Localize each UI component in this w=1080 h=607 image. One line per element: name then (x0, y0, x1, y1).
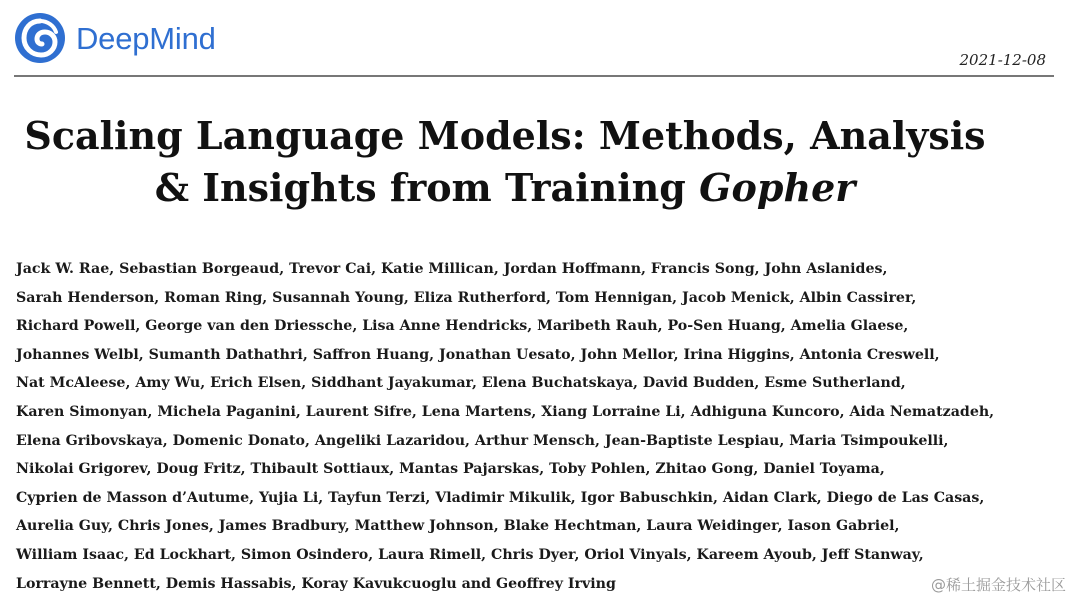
author-line: William Isaac, Ed Lockhart, Simon Osindero, Laura Rimell, Chris Dyer, Oriol Vinyals, Kareem Ayoub, Jeff Stanway, (16, 546, 924, 563)
publication-date: 2021-12-08 (959, 51, 1046, 69)
title-line-2-italic: Gopher (699, 165, 856, 210)
title-line-1: Scaling Language Models: Methods, Analysis (24, 113, 986, 158)
logo-text: DeepMind (76, 20, 216, 56)
author-line: Elena Gribovskaya, Domenic Donato, Angeliki Lazaridou, Arthur Mensch, Jean-Baptiste Lespiau, Maria Tsimpoukelli, (16, 432, 949, 449)
deepmind-logo-icon (14, 12, 66, 64)
watermark-text: @稀土掘金技术社区 (930, 576, 1066, 594)
header-divider (14, 75, 1054, 77)
author-list (16, 255, 1056, 598)
author-line: Aurelia Guy, Chris Jones, James Bradbury, Matthew Johnson, Blake Hechtman, Laura Weidinger, Iason Gabriel, (16, 518, 900, 535)
author-line: Johannes Welbl, Sumanth Dathathri, Saffron Huang, Jonathan Uesato, John Mellor, Irina Higgins, Antonia Creswell, (16, 346, 940, 363)
paper-title (0, 110, 1010, 214)
author-line: Jack W. Rae, Sebastian Borgeaud, Trevor Cai, Katie Millican, Jordan Hoffmann, Francis Song, John Aslanides, (16, 261, 888, 277)
deepmind-logo (14, 12, 216, 64)
author-line: Karen Simonyan, Michela Paganini, Laurent Sifre, Lena Martens, Xiang Lorraine Li, Adhiguna Kuncoro, Aida Nematzadeh, (16, 403, 995, 420)
author-line: Sarah Henderson, Roman Ring, Susannah Young, Eliza Rutherford, Tom Hennigan, Jacob Menick, Albin Cassirer, (16, 289, 917, 306)
author-line: Nat McAleese, Amy Wu, Erich Elsen, Siddhant Jayakumar, Elena Buchatskaya, David Budden, Esme Sutherland, (16, 375, 906, 392)
title-line-2-prefix: & Insights from Training (154, 165, 700, 210)
author-line: Cyprien de Masson d’Autume, Yujia Li, Tayfun Terzi, Vladimir Mikulik, Igor Babuschkin, Aidan Clark, Diego de Las Casas, (16, 489, 985, 506)
author-line: Nikolai Grigorev, Doug Fritz, Thibault Sottiaux, Mantas Pajarskas, Toby Pohlen, Zhitao Gong, Daniel Toyama, (16, 461, 885, 478)
author-line: Richard Powell, George van den Driessche, Lisa Anne Hendricks, Maribeth Rauh, Po-Sen Huang, Amelia Glaese, (16, 318, 909, 335)
author-line: Lorrayne Bennett, Demis Hassabis, Koray Kavukcuoglu and Geoffrey Irving (16, 575, 616, 592)
